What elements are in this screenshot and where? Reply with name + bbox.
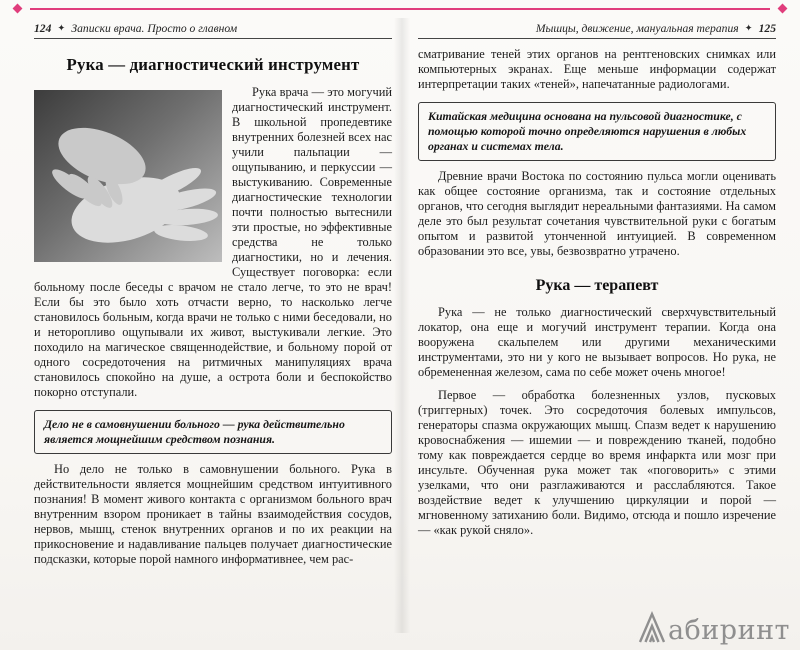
running-head-right: [418, 22, 776, 39]
page-number-left: 124: [34, 22, 52, 35]
hands-photo-image: [34, 90, 222, 262]
running-head-left: [34, 22, 392, 39]
chapter-title: Рука — диагностический инструмент: [66, 55, 360, 74]
hands-photo: [34, 90, 222, 262]
paragraph-left-1: Рука врача — это могучий диагностический инструмент. В школьной пропедевтике внутренних болезней всех нас учили пальпации — ощупыванию, и перкуссии — выстукиванию. Современные диагностические технологии почти полностью вытеснили эти простые, но эффективные средства не только диагностики, но и лечения. Существует поговорка: если больному после беседы с врачом не стало легче, то это не врач! Если бы это было хоть отчасти верно, то насколько легче становилось больным, когда врачи не только с ними беседовали, но и неторопливо ощупывали их живот, выстукивали легкие. Это походило на магическое священнодействие, и больному порой от одного сосредоточения на ритмичных манипуляциях врача становилось спокойно на душе, а острота боли и беспокойство покорно отступали.: [34, 85, 392, 399]
paragraph-right-4: Первое — обработка болезненных узлов, пусковых (триггерных) точек. Это сосредоточия болевых импульсов, генераторы спазма окружающих мышц. Спазм ведет к нарушению кровоснабжения — ишемии — и повреждению тканей, подобно тому как повреждается сердце во время инфаркта или мозг при инсульте. Обученная рука может так «поговорить» с этими узелками, что они разглаживаются и расслабляются. Такое воздействие ведет к улучшению циркуляции и порой — мгновенному затиханию боли. Видимо, отсюда и пошло изречение — «как рукой сняло».: [418, 388, 776, 538]
crop-mark-left: [13, 4, 23, 14]
page-gutter-shadow: [394, 18, 410, 633]
header-ornament-icon: ✦: [744, 24, 753, 34]
callout-text-right: Китайская медицина основана на пульсовой диагностике, с помощью которой точно определяются нарушения в любых органах и системах тела.: [428, 109, 747, 154]
page-right: [418, 22, 776, 538]
paragraph-right-3: Рука — не только диагностический сверхчувствительный локатор, она еще и могучий инструмент терапии. Когда она вооружена скальпелем или другими механическими инструментами, это ни у кого не вызывает вопросов. Но рука, не обремененная железом, сама по себе может очень многое!: [418, 305, 776, 380]
labirint-watermark: [637, 610, 790, 646]
running-title-right: Мышцы, движение, мануальная терапия: [535, 22, 739, 35]
page-left: [34, 22, 392, 567]
labirint-maze-logo-icon: [637, 610, 667, 644]
paragraph-right-2: Древние врачи Востока по состоянию пульса могли оценивать как общее состояние организма, так и состояние отдельных органов, что сегодня выглядит нереальными фантазиями. На самом деле это был результат сочетания чувствительной руки с богатым опытом и развитой утонченной интуицией. В современном образовании это все, увы, безвозвратно утрачено.: [418, 169, 776, 259]
header-ornament-icon: ✦: [57, 24, 66, 34]
paragraph-left-2: Но дело не только в самовнушении больного. Рука в действительности является мощнейшим средством интуитивного познания! В момент живого контакта с организмом больного врач внутренним взором проникает в тайны взаимодействия сосудов, нервов, мышц, стенок внутренних органов и по их реакции на прикосновение и надавливание пальцев получает диагностические подсказки, которые порой намного информативнее, чем рас-: [34, 462, 392, 567]
callout-box-left: [34, 410, 392, 454]
paragraph-right-1: сматривание теней этих органов на рентгеновских снимках или компьютерных экранах. Еще меньше информации содержат интерпретации таких «теней», напечатанные радиологами.: [418, 47, 776, 91]
callout-text-left: Дело не в самовнушении больного — рука действительно является мощнейшим средством познания.: [44, 417, 345, 447]
crop-mark-right: [778, 4, 788, 14]
watermark-text: абиринт: [667, 615, 790, 646]
top-accent-line: [30, 8, 770, 10]
page-number-right: 125: [758, 22, 776, 35]
callout-box-right: [418, 102, 776, 161]
section-title: Рука — терапевт: [535, 277, 659, 295]
running-title-left: Записки врача. Просто о главном: [71, 22, 238, 35]
